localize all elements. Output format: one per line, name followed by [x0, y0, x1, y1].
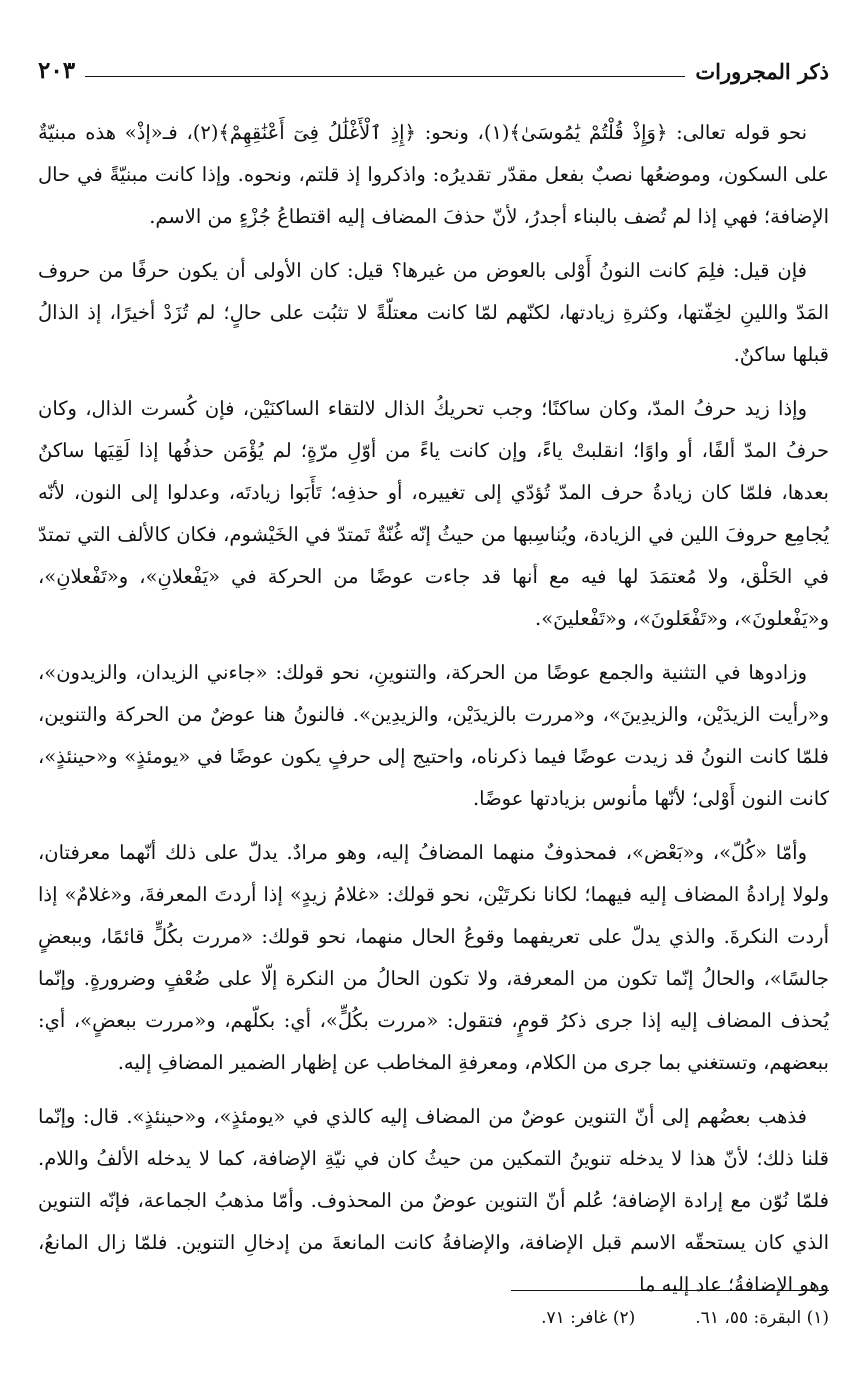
footnotes — [38, 1308, 829, 1328]
paragraph: وإذا زيد حرفُ المدّ، وكان ساكنًا؛ وجب تحريكُ الذال لالتقاء الساكنَيْن، فإن كُسرت الذال، وكان حرفُ المدّ ألفًا، أو واوًا؛ انقلبتْ ياءً، وإن كانت ياءً من أوّلِ مرّةٍ؛ لم يُؤْمَن حذفُها إذا لَقِيَها ساكنٌ بعدها، فلمّا كان زيادةُ حرف المدّ تُؤدّي إلى تغييره، أو حذفِه؛ تَأَبَوا زيادتَه، وعدلوا إلى النون، لأنّه يُجامِع حروفَ اللين في الزيادة، ويُناسِبها من حيثُ إنّه غُنّةٌ تَمتدّ في الخَيْشوم، فكان كالألف التي تمتدّ في الحَلْق، ولا مُعتمَدَ لها فيه مع أنها قد جاءت عوضًا من الحركة في «يَفْعلانِ»، و«تَفْعلانِ»، و«يَفْعلونَ»، و«تَفْعَلونَ»، و«تَفْعلينَ». — [38, 397, 829, 630]
footnote-rule — [511, 1290, 829, 1291]
footnote: (١) البقرة: ٥٥، ٦١. — [695, 1308, 829, 1328]
paragraph: فإن قيل: فلِمَ كانت النونُ أَوْلى بالعوض من غيرها؟ قيل: كان الأولى أن يكون حرفًا من حروف المَدّ واللينِ لخِفّتها، وكثرةِ زيادتها، لكنّهم لمّا كانت معتلّةً لا تثبُت على حالٍ؛ لم تُزَدْ أخيرًا، إذ الذالُ قبلها ساكنٌ. — [38, 259, 829, 366]
footnote: (٢) غافر: ٧١. — [541, 1308, 636, 1328]
body-text — [38, 112, 829, 1306]
header-rule — [85, 76, 685, 77]
page-header — [38, 40, 829, 84]
book-page — [38, 40, 829, 1357]
paragraph: وزادوها في التثنية والجمع عوضًا من الحركة، والتنوينِ، نحو قولك: «جاءني الزيدان، والزيدون»، و«رأيت الزيدَيْن، والزيدِينَ»، و«مررت بالزيدَيْن، والزيدِين». فالنونُ هنا عوضٌ من الحركة والتنوين، فلمّا كانت النونُ قد زيدت عوضًا فيما ذكرناه، واحتيج إلى حرفٍ يكون عوضًا في «يومئذٍ» و«حينئذٍ»، كانت النون أَوْلى؛ لأنّها مأنوس بزيادتها عوضًا. — [38, 661, 829, 810]
page-number: ٢٠٣ — [38, 57, 76, 84]
paragraph: فذهب بعضُهم إلى أنّ التنوين عوضٌ من المضاف إليه كالذي في «يومئذٍ»، و«حينئذٍ». قال: وإنّما قلنا ذلك؛ لأنّ هذا لا يدخله تنوينُ التمكين من حيثُ كان في نيّةِ الإضافة، كما لا يدخله الألفُ واللام. فلمّا نُوّن مع إرادة الإضافة؛ عُلم أنّ التنوين عوضٌ من المحذوف. وأمّا مذهبُ الجماعة، فإنّه التنوين الذي كان يستحقّه الاسم قبل الإضافة، والإضافةُ كانت المانعةَ من إدخالِ التنوين. فلمّا زال المانعُ، وهو الإضافةُ؛ عاد إليه ما — [38, 1105, 829, 1296]
running-title: ذكر المجرورات — [695, 59, 829, 84]
paragraph: نحو قوله تعالى: ﴿وَإِذْ قُلْتُمْ يَٰمُوسَىٰ﴾(١)، ونحو: ﴿إِذِ ٱلْأَغْلَٰلُ فِىٓ أَعْنَٰقِهِمْ﴾(٢)، فـ«إذْ» هذه مبنيّةٌ على السكون، وموضعُها نصبٌ بفعل مقدّر تقديرُه: واذكروا إذ قلتم، ونحوه. وإذا كانت مبنيّةً في حال الإضافة؛ فهي إذا لم تُضف بالبناء أجدرُ، لأنّ حذفَ المضاف إليه اقتطاعُ جُزْءٍ من الاسم. — [38, 121, 829, 228]
paragraph: وأمّا «كُلّ»، و«بَعْض»، فمحذوفٌ منهما المضافُ إليه، وهو مرادٌ. يدلّ على ذلك أنّهما معرفتان، ولولا إرادةُ المضاف إليه فيهما؛ لكانا نكرتَيْن، نحو قولك: «غلامُ زيدٍ» إذا أردتَ المعرفةَ، و«غلامٌ» إذا أردت النكرةَ. والذي يدلّ على تعريفهما وقوعُ الحال منهما، نحو قولك: «مررت بكُلٍّ قائمًا، وببعضٍ جالسًا»، والحالُ إنّما تكون من المعرفة، ولا تكون الحالُ من النكرة إلّا على ضُعْفٍ وضرورةٍ. وإنّما يُحذف المضاف إليه إذا جرى ذكرُ قومٍ، فتقول: «مررت بكُلٍّ»، أي: بكلّهم، و«مررت ببعضٍ»، أي: ببعضهم، وتستغني بما جرى من الكلام، ومعرفةِ المخاطب عن إظهار الضمير المضافِ إليه. — [38, 841, 829, 1074]
